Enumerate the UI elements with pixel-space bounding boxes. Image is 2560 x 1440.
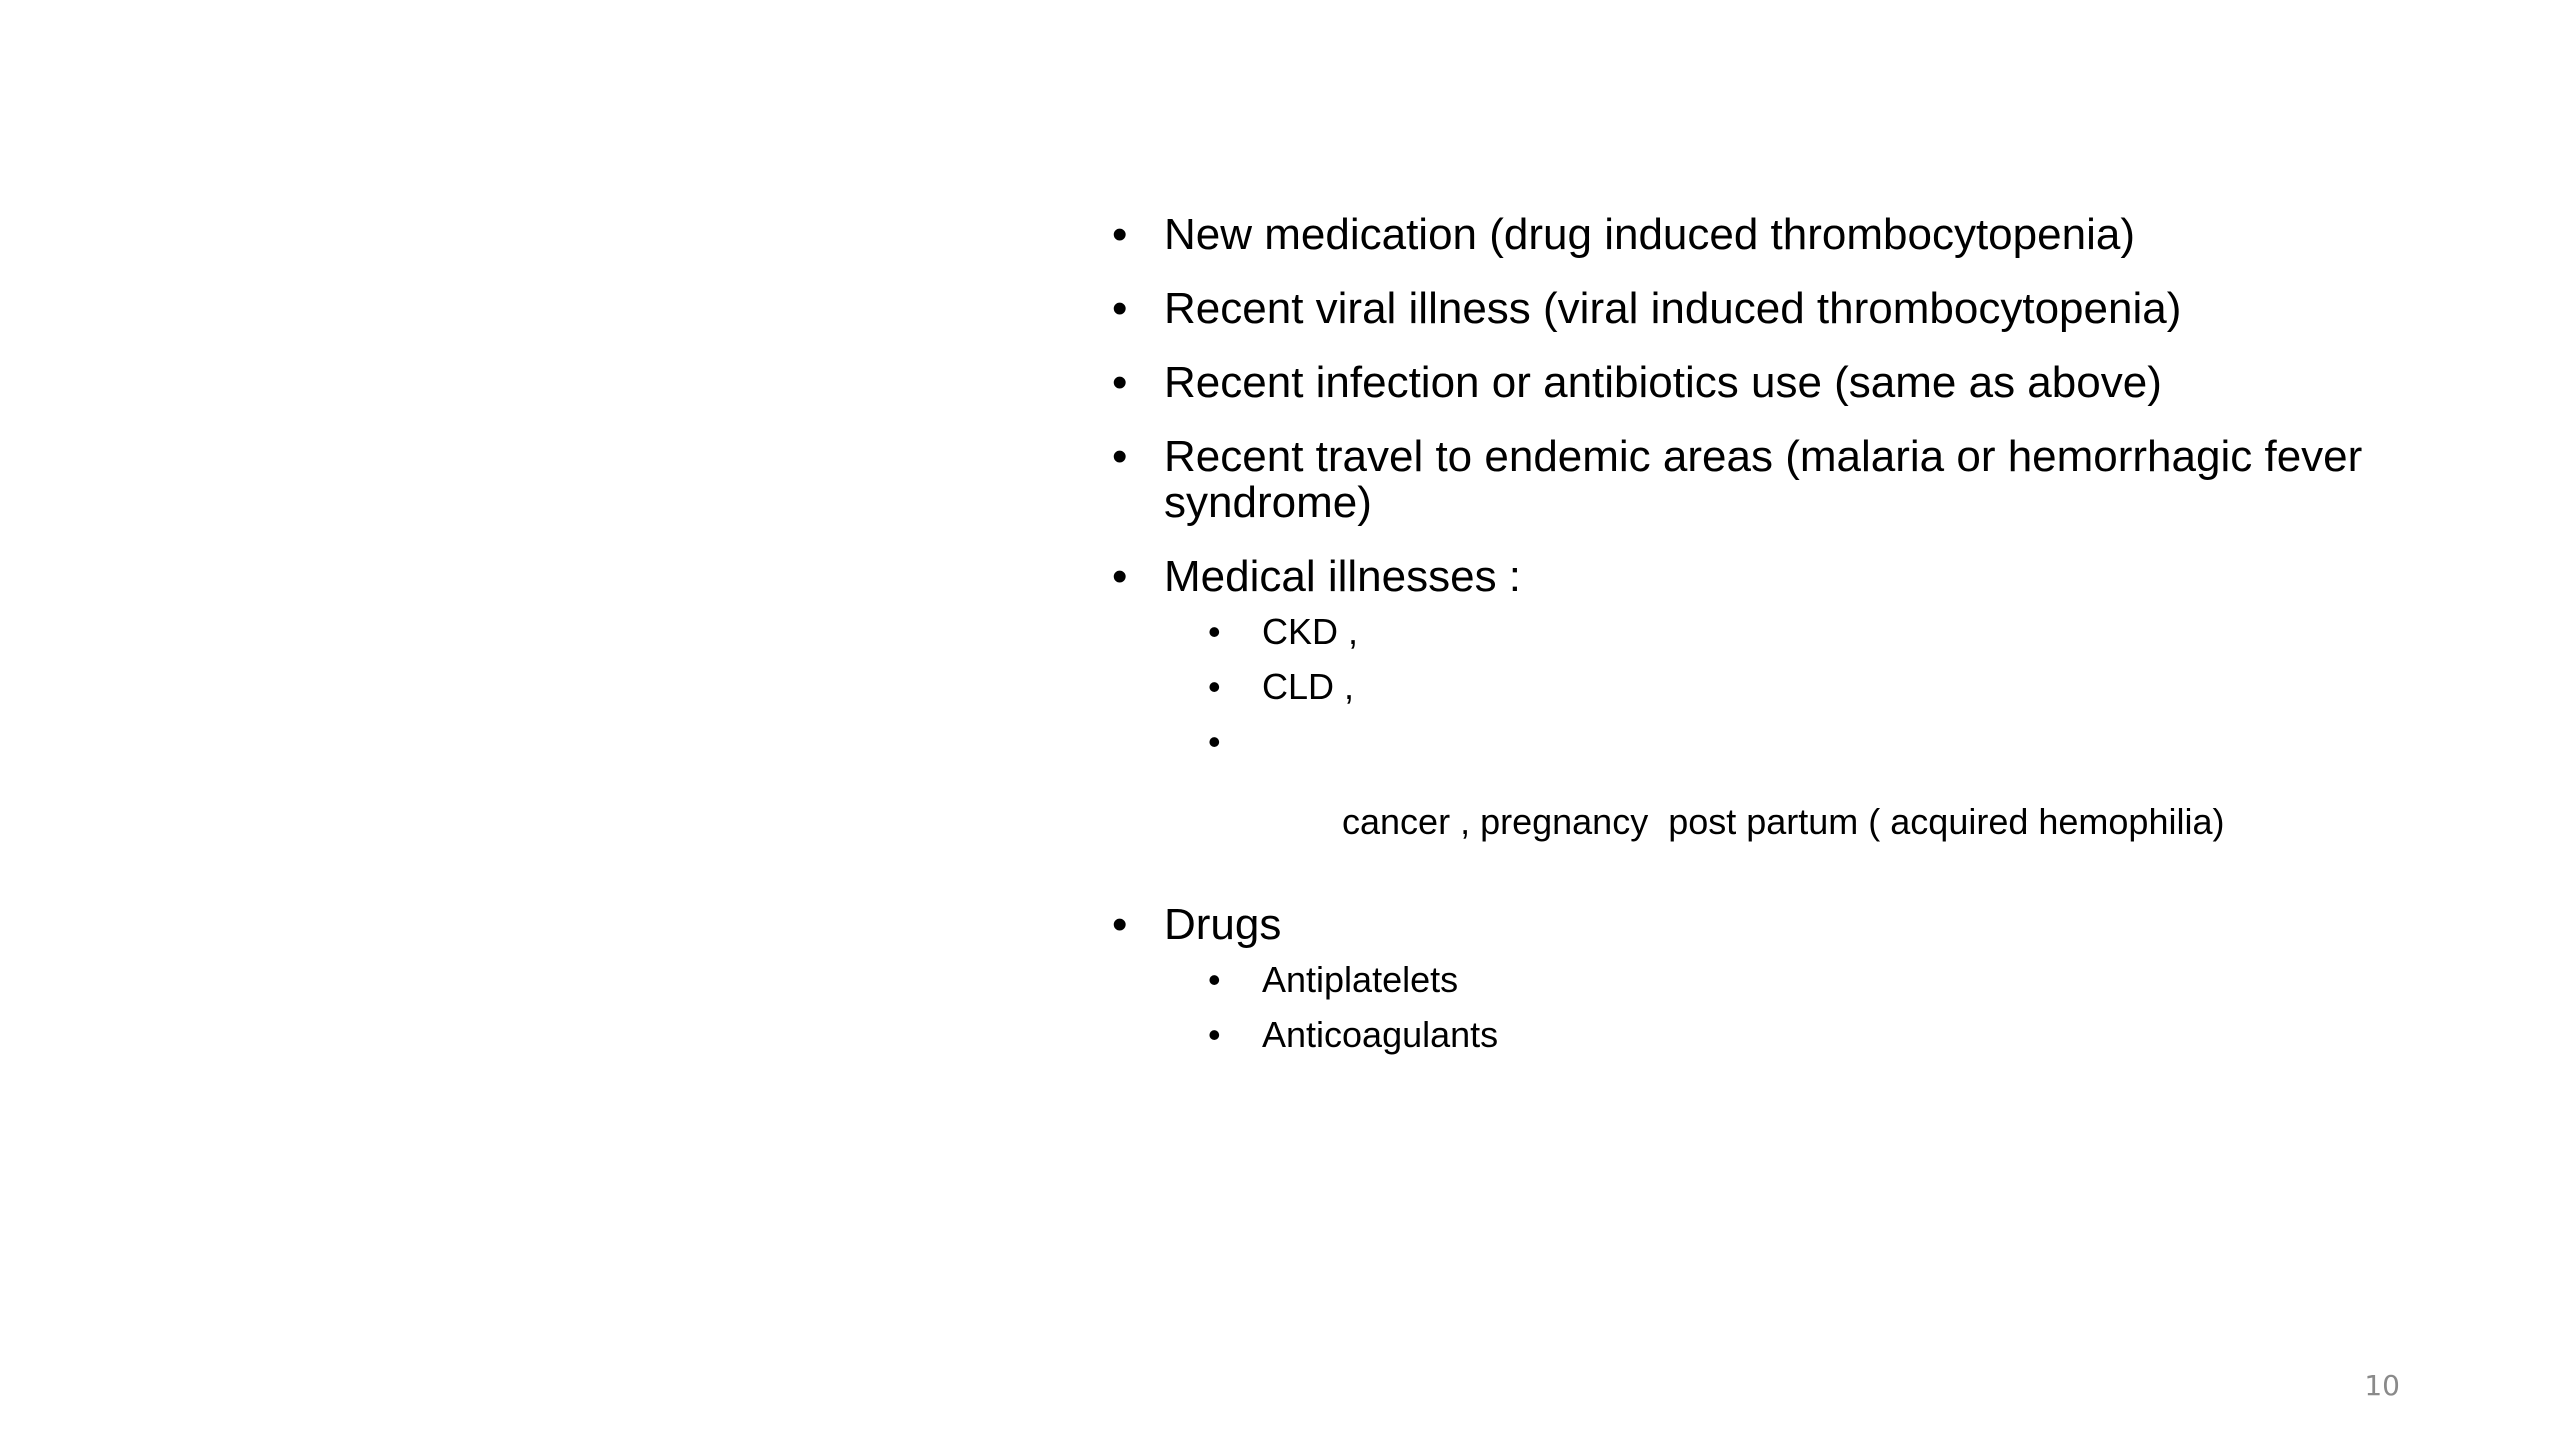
bullet-icon: •	[1208, 666, 1221, 707]
sub-list-item	[1112, 667, 2412, 707]
sub-list-item-text: Antiplatelets	[1262, 959, 1459, 1000]
bullet-list	[1112, 212, 2412, 1075]
sub-list-item	[1112, 612, 2412, 652]
bullet-icon: •	[1112, 358, 1128, 407]
list-item-text: Recent travel to endemic areas (malaria or hemorrhagic fever syndrome)	[1164, 432, 2363, 527]
sub-list-item	[1112, 722, 2412, 882]
list-item	[1112, 434, 2412, 526]
sub-list-item	[1112, 1015, 2412, 1055]
page-number: 10	[2364, 1369, 2400, 1402]
sub-list-item-text: CKD ,	[1262, 611, 1359, 652]
list-item-text: Recent infection or antibiotics use (same as above)	[1164, 358, 2162, 407]
sub-list-item-text: cancer , pregnancy post partum ( acquired hemophilia)	[1342, 801, 2225, 842]
list-item	[1112, 554, 2412, 600]
list-item	[1112, 902, 2412, 948]
drugs-sublist	[1112, 960, 2412, 1055]
bullet-icon: •	[1112, 284, 1128, 333]
bullet-icon: •	[1208, 611, 1221, 652]
list-item-text: Drugs	[1164, 900, 1282, 949]
list-item-text: Recent viral illness (viral induced thrombocytopenia)	[1164, 284, 2182, 333]
medical-illnesses-sublist	[1112, 612, 2412, 882]
sub-list-item	[1112, 960, 2412, 1000]
bullet-icon: •	[1208, 959, 1221, 1000]
list-item-text: Medical illnesses :	[1164, 552, 1522, 601]
list-item	[1112, 212, 2412, 258]
bullet-icon: •	[1112, 210, 1128, 259]
bullet-icon: •	[1112, 900, 1128, 949]
list-item	[1112, 360, 2412, 406]
bullet-icon: •	[1112, 552, 1128, 601]
list-item	[1112, 286, 2412, 332]
sub-list-item-text: Anticoagulants	[1262, 1014, 1499, 1055]
bullet-icon: •	[1112, 432, 1128, 481]
sub-list-item-text: CLD ,	[1262, 666, 1355, 707]
bullet-icon: •	[1208, 1014, 1221, 1055]
bullet-icon: •	[1208, 721, 1221, 762]
list-item-text: New medication (drug induced thrombocytopenia)	[1164, 210, 2135, 259]
